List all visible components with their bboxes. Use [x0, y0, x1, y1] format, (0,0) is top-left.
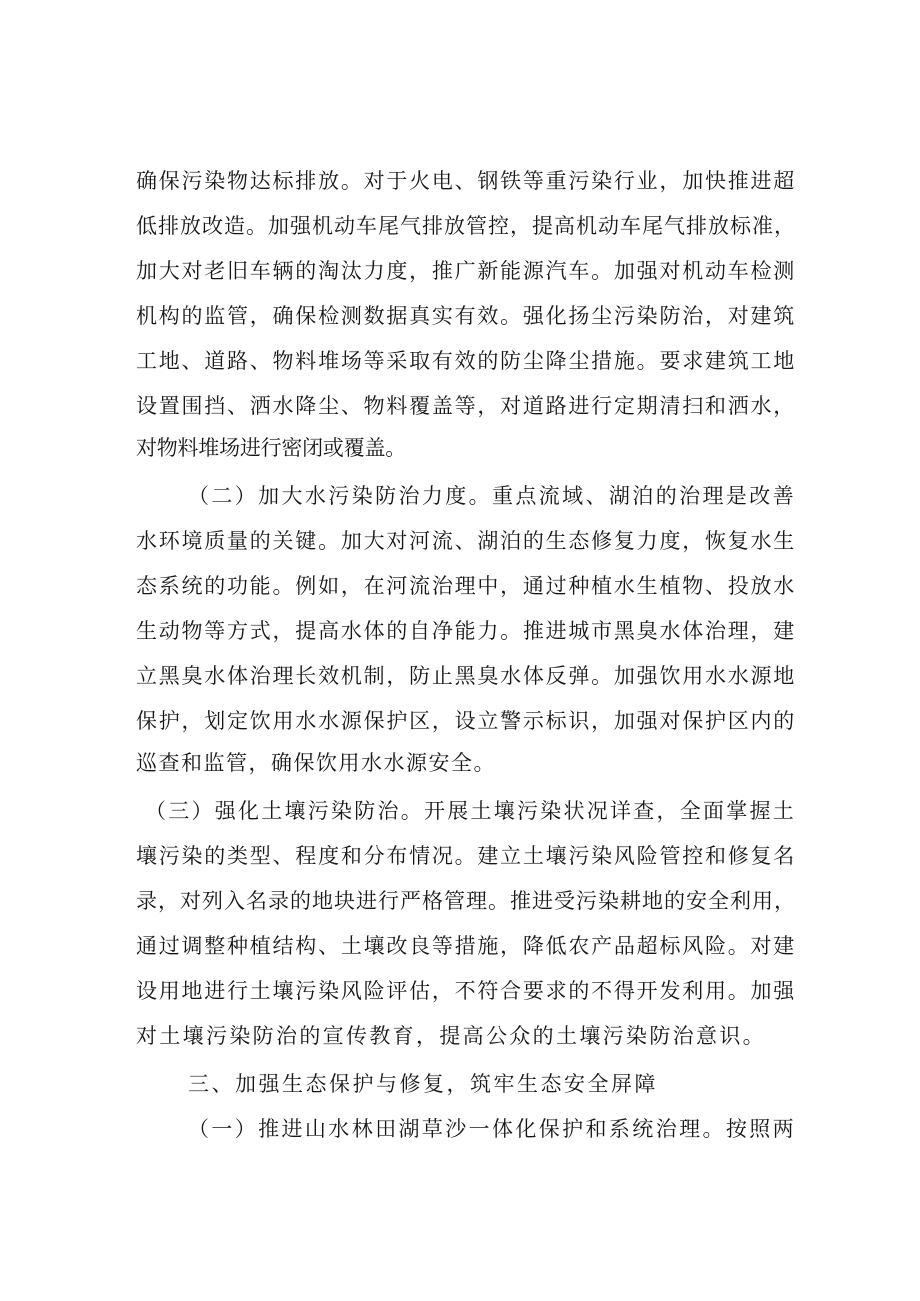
body-line: 设置围挡、洒水降尘、物料覆盖等，对道路进行定期清扫和洒水， — [136, 394, 796, 418]
section-heading-line: （二）加大水污染防治力度。重点流域、湖泊的治理是改善 — [188, 484, 796, 508]
body-line: 保护，划定饮用水水源保护区，设立警示标识，加强对保护区内的 — [136, 709, 796, 733]
body-line: 生动物等方式，提高水体的自净能力。推进城市黑臭水体治理，建 — [136, 619, 796, 643]
body-line: 工地、道路、物料堆场等采取有效的防尘降尘措施。要求建筑工地 — [136, 349, 796, 373]
body-line: 巡查和监管，确保饮用水水源安全。 — [136, 751, 496, 775]
body-line: 水环境质量的关键。加大对河流、湖泊的生态修复力度，恢复水生 — [136, 529, 796, 553]
section-heading-line: （三）强化土壤污染防治。开展土壤污染状况详查，全面掌握土 — [145, 799, 796, 823]
body-line: 低排放改造。加强机动车尾气排放管控，提高机动车尾气排放标准， — [136, 214, 796, 238]
body-line: 壤污染的类型、程度和分布情况。建立土壤污染风险管控和修复名 — [136, 844, 796, 868]
body-line: 确保污染物达标排放。对于火电、钢铁等重污染行业，加快推进超 — [136, 169, 796, 193]
body-line: 立黑臭水体治理长效机制，防止黑臭水体反弹。加强饮用水水源地 — [136, 664, 796, 688]
body-line: 对土壤污染防治的宣传教育，提高公众的土壤污染防治意识。 — [136, 1024, 766, 1048]
body-line: 录，对列入名录的地块进行严格管理。推进受污染耕地的安全利用， — [136, 889, 796, 913]
body-line: 机构的监管，确保检测数据真实有效。强化扬尘污染防治，对建筑 — [136, 304, 796, 328]
body-line: 对物料堆场进行密闭或覆盖。 — [136, 436, 406, 460]
body-line: 设用地进行土壤污染风险评估，不符合要求的不得开发利用。加强 — [136, 979, 796, 1003]
chapter-heading-line: 三、加强生态保护与修复，筑牢生态安全屏障 — [188, 1072, 658, 1096]
body-line: 加大对老旧车辆的淘汰力度，推广新能源汽车。加强对机动车检测 — [136, 259, 796, 283]
body-line: 通过调整种植结构、土壤改良等措施，降低农产品超标风险。对建 — [136, 934, 796, 958]
body-line: 态系统的功能。例如，在河流治理中，通过种植水生植物、投放水 — [136, 574, 796, 598]
section-heading-line: （一）推进山水林田湖草沙一体化保护和系统治理。按照两 — [188, 1117, 796, 1141]
